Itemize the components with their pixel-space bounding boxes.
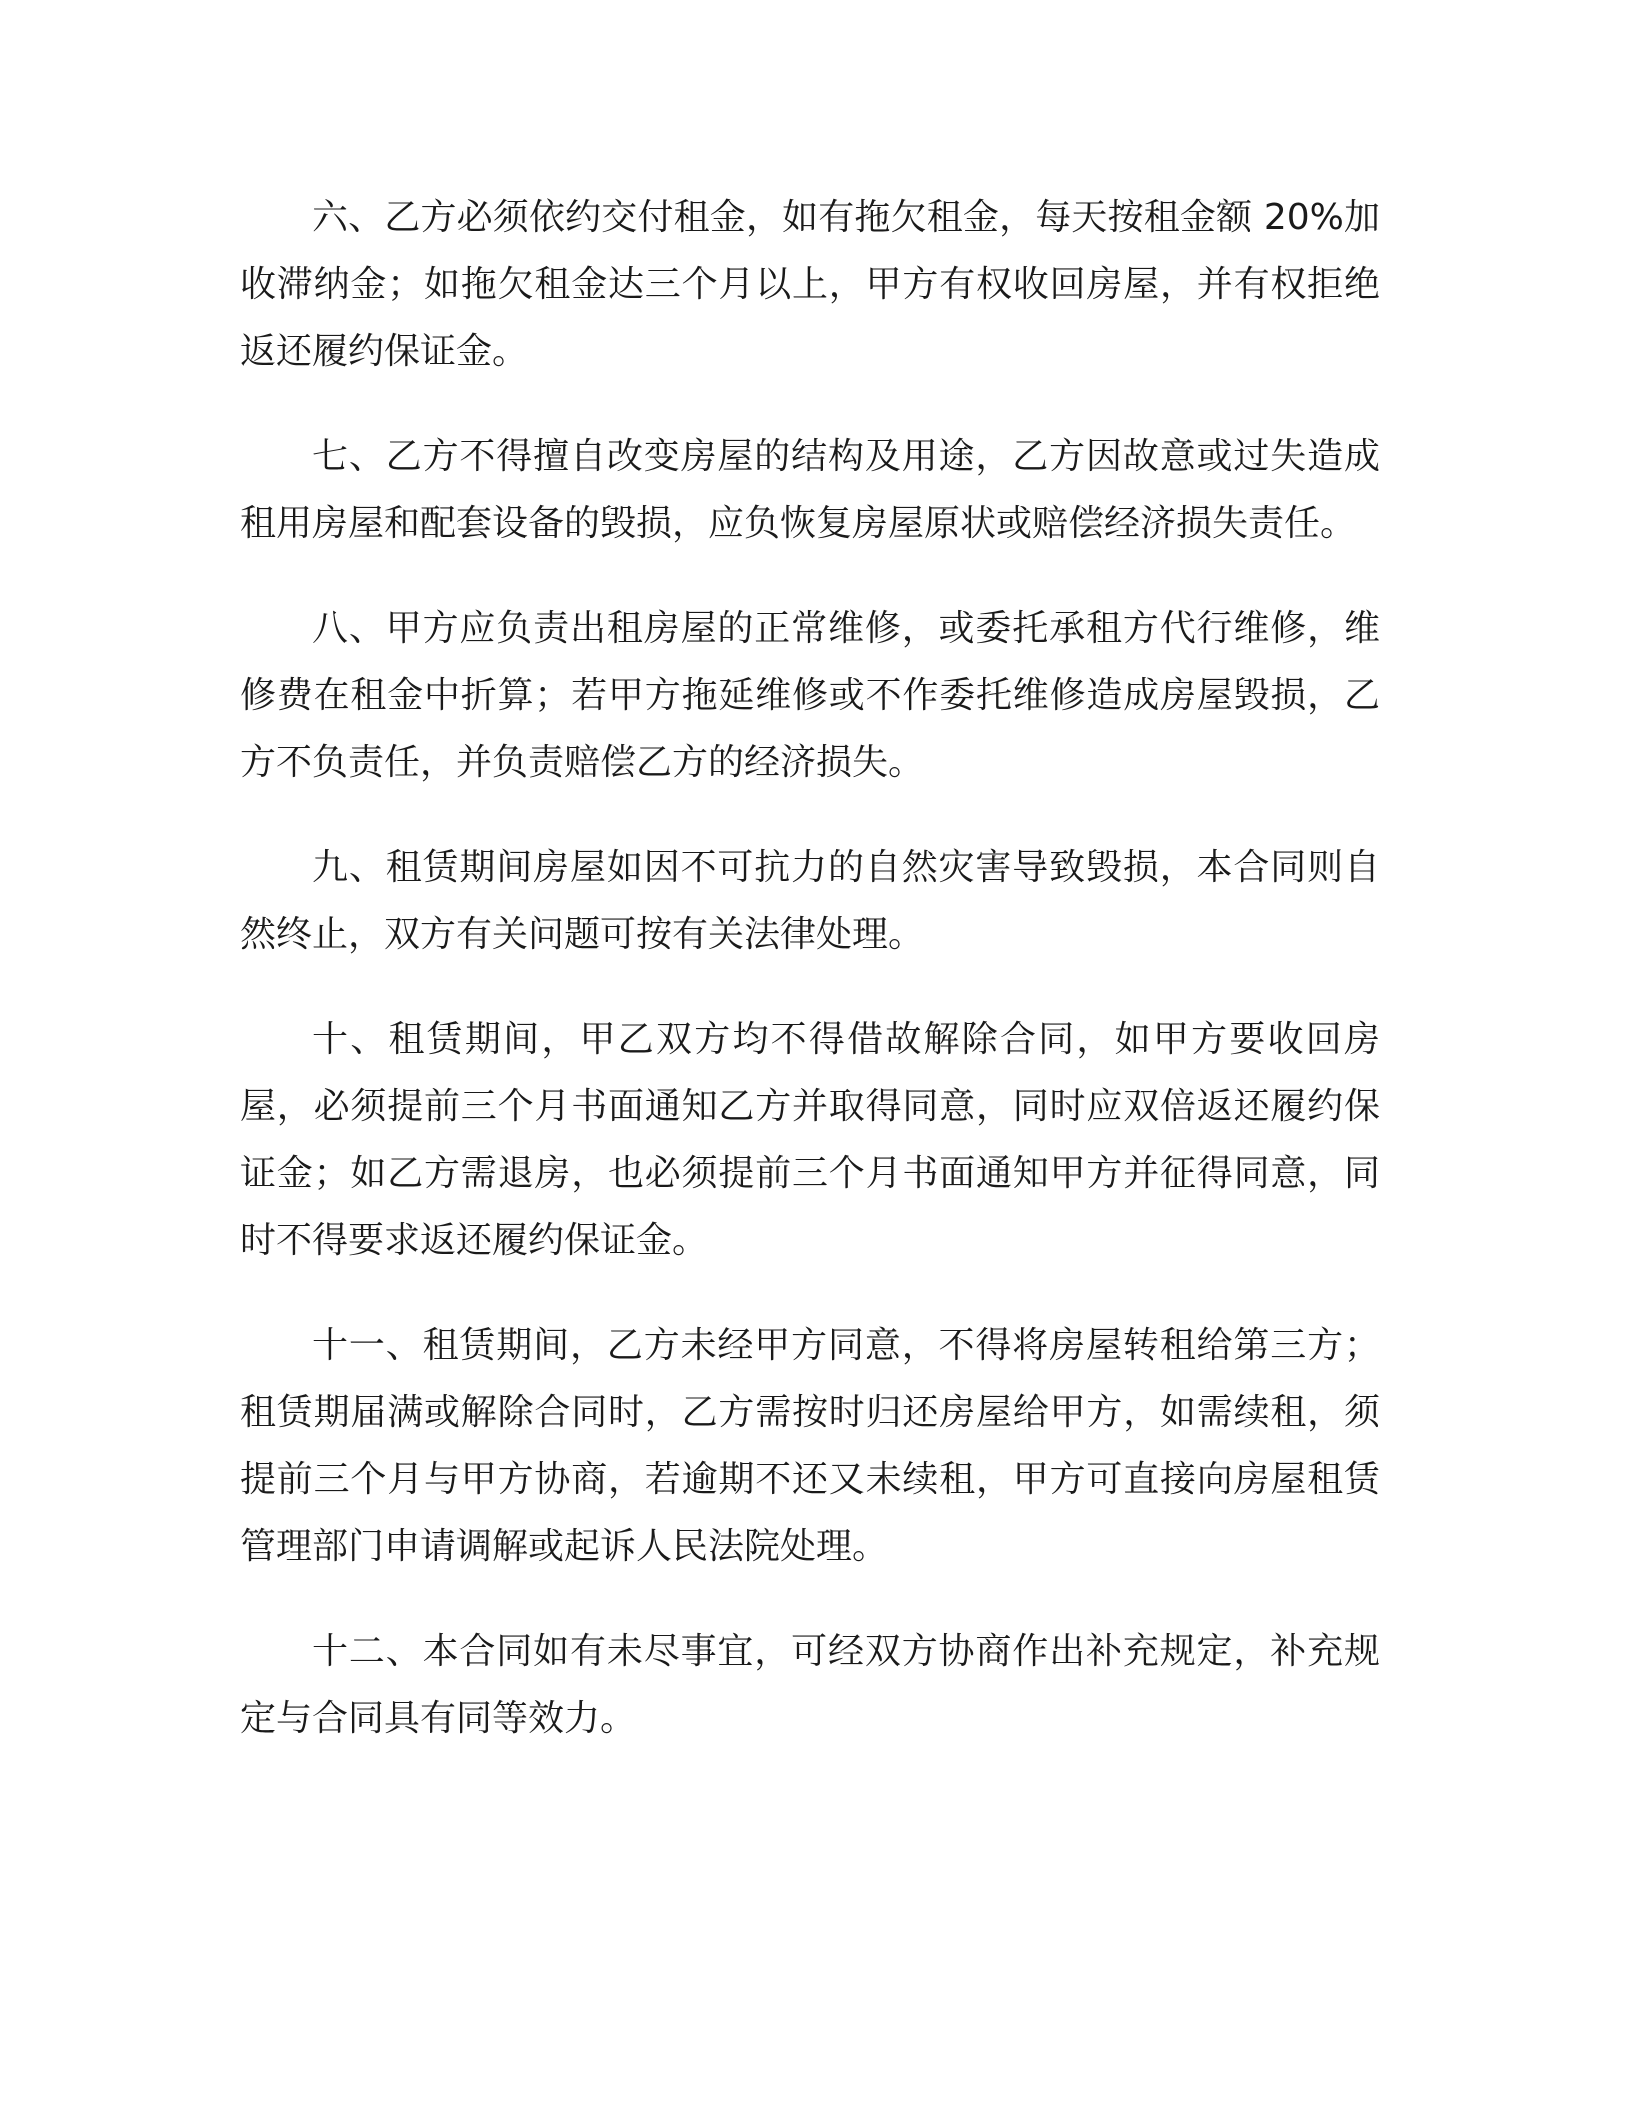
clause-8: 八、甲方应负责出租房屋的正常维修，或委托承租方代行维修，维修费在租金中折算；若甲方拖延维修或不作委托维修造成房屋毁损，乙方不负责任，并负责赔偿乙方的经济损失。 [240, 608, 1380, 783]
clause-10: 十、租赁期间，甲乙双方均不得借故解除合同，如甲方要收回房屋，必须提前三个月书面通知乙方并取得同意，同时应双倍返还履约保证金；如乙方需退房，也必须提前三个月书面通知甲方并征得同意，同时不得要求返还履约保证金。 [240, 1019, 1380, 1261]
clause-9: 九、租赁期间房屋如因不可抗力的自然灾害导致毁损，本合同则自然终止，双方有关问题可按有关法律处理。 [240, 847, 1380, 955]
contract-body [240, 184, 1380, 1790]
clause-12: 十二、本合同如有未尽事宜，可经双方协商作出补充规定，补充规定与合同具有同等效力。 [240, 1631, 1380, 1739]
clause-11: 十一、租赁期间，乙方未经甲方同意，不得将房屋转租给第三方；租赁期届满或解除合同时，乙方需按时归还房屋给甲方，如需续租，须提前三个月与甲方协商，若逾期不还又未续租，甲方可直接向房屋租赁管理部门申请调解或起诉人民法院处理。 [240, 1325, 1380, 1567]
clause-6: 六、乙方必须依约交付租金，如有拖欠租金，每天按租金额 20%加收滞纳金；如拖欠租金达三个月以上，甲方有权收回房屋，并有权拒绝返还履约保证金。 [240, 197, 1380, 372]
clause-7: 七、乙方不得擅自改变房屋的结构及用途，乙方因故意或过失造成租用房屋和配套设备的毁损，应负恢复房屋原状或赔偿经济损失责任。 [240, 436, 1380, 544]
